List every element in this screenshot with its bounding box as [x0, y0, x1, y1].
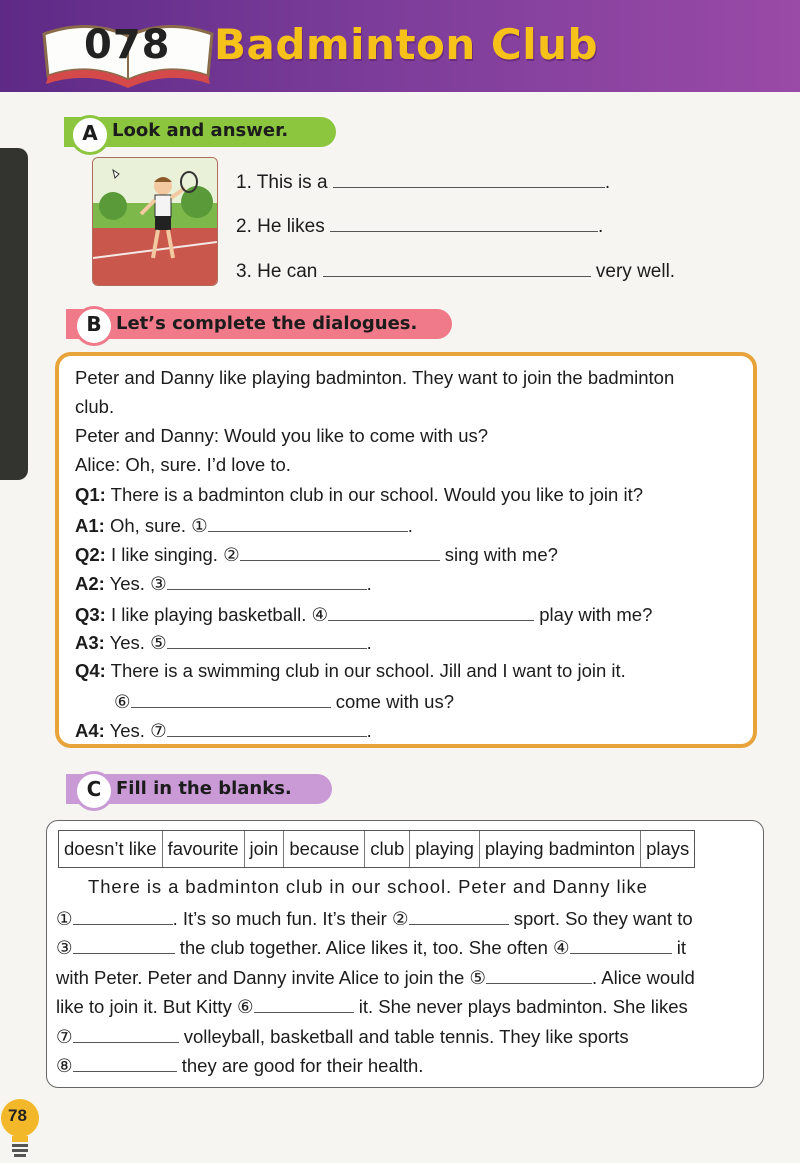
passage-blank-5[interactable]: [486, 965, 592, 984]
lesson-number: 078: [84, 22, 171, 68]
dialogue-blank-6[interactable]: [131, 689, 331, 708]
unit-side-tab: [0, 148, 28, 480]
passage-blank-8[interactable]: [73, 1053, 177, 1072]
section-c-badge: C: [74, 771, 114, 811]
section-a-title: Look and answer.: [112, 120, 289, 141]
answer-blank-3[interactable]: [323, 258, 591, 277]
dialogue-q3: Q3: I like playing basketball. ④ play with me?: [75, 604, 653, 625]
section-c-title: Fill in the blanks.: [116, 778, 292, 799]
passage-line-2: ① . It’s so much fun. It’s their ② sport. So they want to: [56, 908, 693, 929]
dialogue-a2: A2: Yes. ③ .: [75, 573, 372, 594]
passage-blank-6[interactable]: [254, 994, 354, 1013]
dialogue-blank-4[interactable]: [328, 602, 534, 621]
dialogue-blank-5[interactable]: [167, 630, 367, 649]
word-bank-item: doesn’t like: [59, 831, 163, 867]
dialogue-blank-7[interactable]: [167, 718, 367, 737]
dialogue-a1: A1: Oh, sure. ① .: [75, 515, 413, 536]
word-bank-item: join: [245, 831, 285, 867]
dialogue-intro-1: Peter and Danny like playing badminton. They want to join the badminton: [75, 367, 675, 388]
passage-line-6: ⑦ volleyball, basketball and table tennis. They like sports: [56, 1026, 629, 1047]
passage-line-3: ③ the club together. Alice likes it, too. She often ④ it: [56, 937, 687, 958]
answer-blank-1[interactable]: [333, 169, 605, 188]
passage-blank-3[interactable]: [73, 935, 175, 954]
passage-line-7: ⑧ they are good for their health.: [56, 1055, 424, 1076]
dialogue-blank-2[interactable]: [240, 542, 440, 561]
dialogue-blank-3[interactable]: [167, 571, 367, 590]
passage-line-4: with Peter. Peter and Danny invite Alice to join the ⑤ . Alice would: [56, 967, 695, 988]
passage-line-1: There is a badminton club in our school. Peter and Danny like: [88, 876, 648, 897]
word-bank: [58, 830, 695, 868]
dialogue-q1: Q1: There is a badminton club in our school. Would you like to join it?: [75, 484, 643, 505]
question-3: 3. He can very well.: [236, 258, 675, 283]
word-bank-item: club: [365, 831, 410, 867]
word-bank-item: playing: [410, 831, 480, 867]
passage-blank-7[interactable]: [73, 1024, 179, 1043]
word-bank-item: playing badminton: [480, 831, 641, 867]
section-b-title: Let’s complete the dialogues.: [116, 313, 418, 334]
page-title: Badminton Club: [214, 20, 599, 69]
dialogue-a4: A4: Yes. ⑦ .: [75, 720, 372, 741]
page-number: 78: [8, 1106, 27, 1125]
word-bank-item: plays: [646, 838, 690, 859]
dialogue-intro-2: Peter and Danny: Would you like to come with us?: [75, 425, 489, 446]
dialogue-intro-1b: club.: [75, 396, 115, 417]
section-a-badge: A: [70, 115, 110, 155]
passage-blank-2[interactable]: [409, 906, 509, 925]
word-bank-item: because: [284, 831, 365, 867]
dialogue-a3: A3: Yes. ⑤ .: [75, 632, 372, 653]
dialogue-blank-1[interactable]: [208, 513, 408, 532]
passage-blank-4[interactable]: [570, 935, 672, 954]
boy-playing-badminton-illustration: [92, 157, 218, 286]
unit-label: [0, 388, 1, 517]
section-b-badge: B: [74, 306, 114, 346]
dialogue-intro-3: Alice: Oh, sure. I’d love to.: [75, 454, 291, 475]
question-2: 2. He likes .: [236, 213, 603, 238]
dialogue-q2: Q2: I like singing. ② sing with me?: [75, 544, 558, 565]
passage-blank-1[interactable]: [73, 906, 173, 925]
word-bank-item: favourite: [163, 831, 245, 867]
dialogue-q4-cont: ⑥ come with us?: [114, 691, 454, 712]
answer-blank-2[interactable]: [330, 213, 598, 232]
dialogue-q4: Q4: There is a swimming club in our school. Jill and I want to join it.: [75, 660, 626, 681]
passage-line-5: like to join it. But Kitty ⑥ it. She never plays badminton. She likes: [56, 996, 688, 1017]
question-1: 1. This is a .: [236, 169, 610, 194]
